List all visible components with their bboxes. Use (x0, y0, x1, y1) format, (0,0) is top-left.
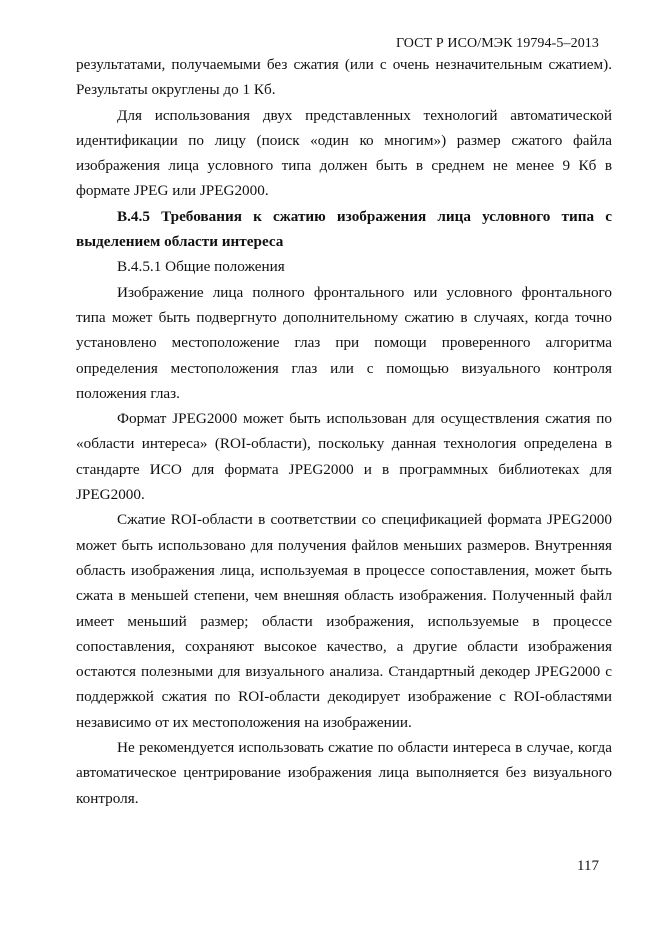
paragraph-continuation: результатами, получаемыми без сжатия (или с очень незначительным сжатием). Результаты округлены до 1 Кб. (76, 56, 612, 99)
paragraph-roi-compression: Сжатие ROI-области в соответствии со спецификацией формата JPEG2000 может быть использовано для получения файлов меньших размеров. Внутренняя область изображения лица, используемая в процессе сопоставления, может быть сжата в меньшей степени, чем внешняя область изображения. Полученный файл имеет меньший размер; области изображения, используемые в процессе сопоставления, сохраняют высокое качество, а другие области изображения остаются полезными для визуального анализа. Стандартный декодер JPEG2000 с поддержкой сжатия по ROI-области декодирует изображение с ROI-областями независимо от их местоположения на изображении. (76, 511, 612, 731)
section-heading: В.4.5 Требования к сжатию изображения лица условного типа с выделением области интереса (76, 207, 612, 251)
paragraph-jpeg2000-roi: Формат JPEG2000 может быть использован для осуществления сжатия по «области интереса» (ROI-области), поскольку данная технология определена в стандарте ИСО для формата JPEG2000 и в программных библиотеках для JPEG2000. (76, 410, 612, 504)
running-header: ГОСТ Р ИСО/МЭК 19794-5–2013 (395, 36, 599, 51)
page-body (76, 52, 612, 811)
page-number: 117 (577, 858, 599, 874)
paragraph-file-size: Для использования двух представленных технологий автоматической идентификации по лицу (поиск «один ко многим») размер сжатого файла изображения лица условного типа должен быть в среднем не менее 9 Кб в формате JPEG или JPEG2000. (76, 106, 612, 200)
subsection-heading: В.4.5.1 Общие положения (117, 258, 285, 276)
paragraph-additional-compression: Изображение лица полного фронтального или условного фронтального типа может быть подвергнуто дополнительному сжатию в случаях, когда точно установлено местоположение глаз при помощи проверенного алгоритма определения местоположения глаз или с помощью визуального контроля положения глаз. (76, 283, 612, 402)
paragraph-recommendation: Не рекомендуется использовать сжатие по области интереса в случае, когда автоматическое центрирование изображения лица выполняется без визуального контроля. (76, 739, 612, 807)
